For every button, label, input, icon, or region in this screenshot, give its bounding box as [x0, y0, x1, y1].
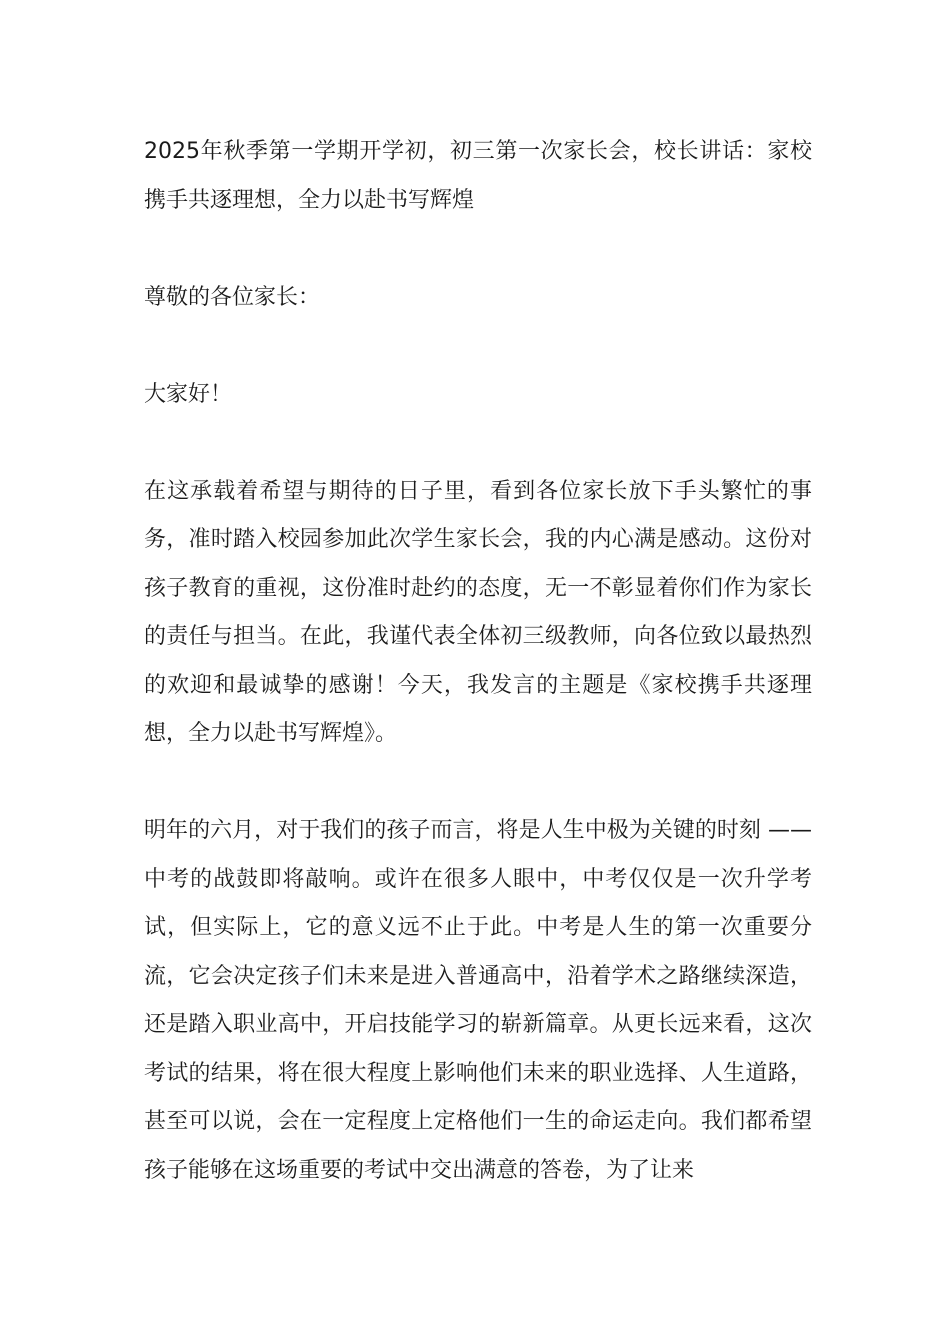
- paragraph-2: 明年的六月，对于我们的孩子而言，将是人生中极为关键的时刻 —— 中考的战鼓即将敲响。或许在很多人眼中，中考仅仅是一次升学考试，但实际上，它的意义远不止于此。中考是人生的第一次重要分流，它会决定孩子们未来是进入普通高中，沿着学术之路继续深造，还是踏入职业高中，开启技能学习的崭新篇章。从更长远来看，这次考试的结果，将在很大程度上影响他们未来的职业选择、人生道路，甚至可以说，会在一定程度上定格他们一生的命运走向。我们都希望孩子能够在这场重要的考试中交出满意的答卷，为了让来: [144, 818, 812, 1183]
- document-title: 2025年秋季第一学期开学初，初三第一次家长会，校长讲话：家校携手共逐理想，全力以赴书写辉煌: [144, 139, 812, 213]
- salutation: 尊敬的各位家长：: [144, 284, 321, 310]
- paragraph-1: 在这承载着希望与期待的日子里，看到各位家长放下手头繁忙的事务，准时踏入校园参加此次学生家长会，我的内心满是感动。这份对孩子教育的重视，这份准时赴约的态度，无一不彰显着你们作为家长的责任与担当。在此，我谨代表全体初三级教师，向各位致以最热烈的欢迎和最诚挚的感谢！今天，我发言的主题是《家校携手共逐理想，全力以赴书写辉煌》。: [144, 478, 812, 746]
- greeting: 大家好！: [144, 381, 233, 407]
- document-body: [144, 128, 812, 1244]
